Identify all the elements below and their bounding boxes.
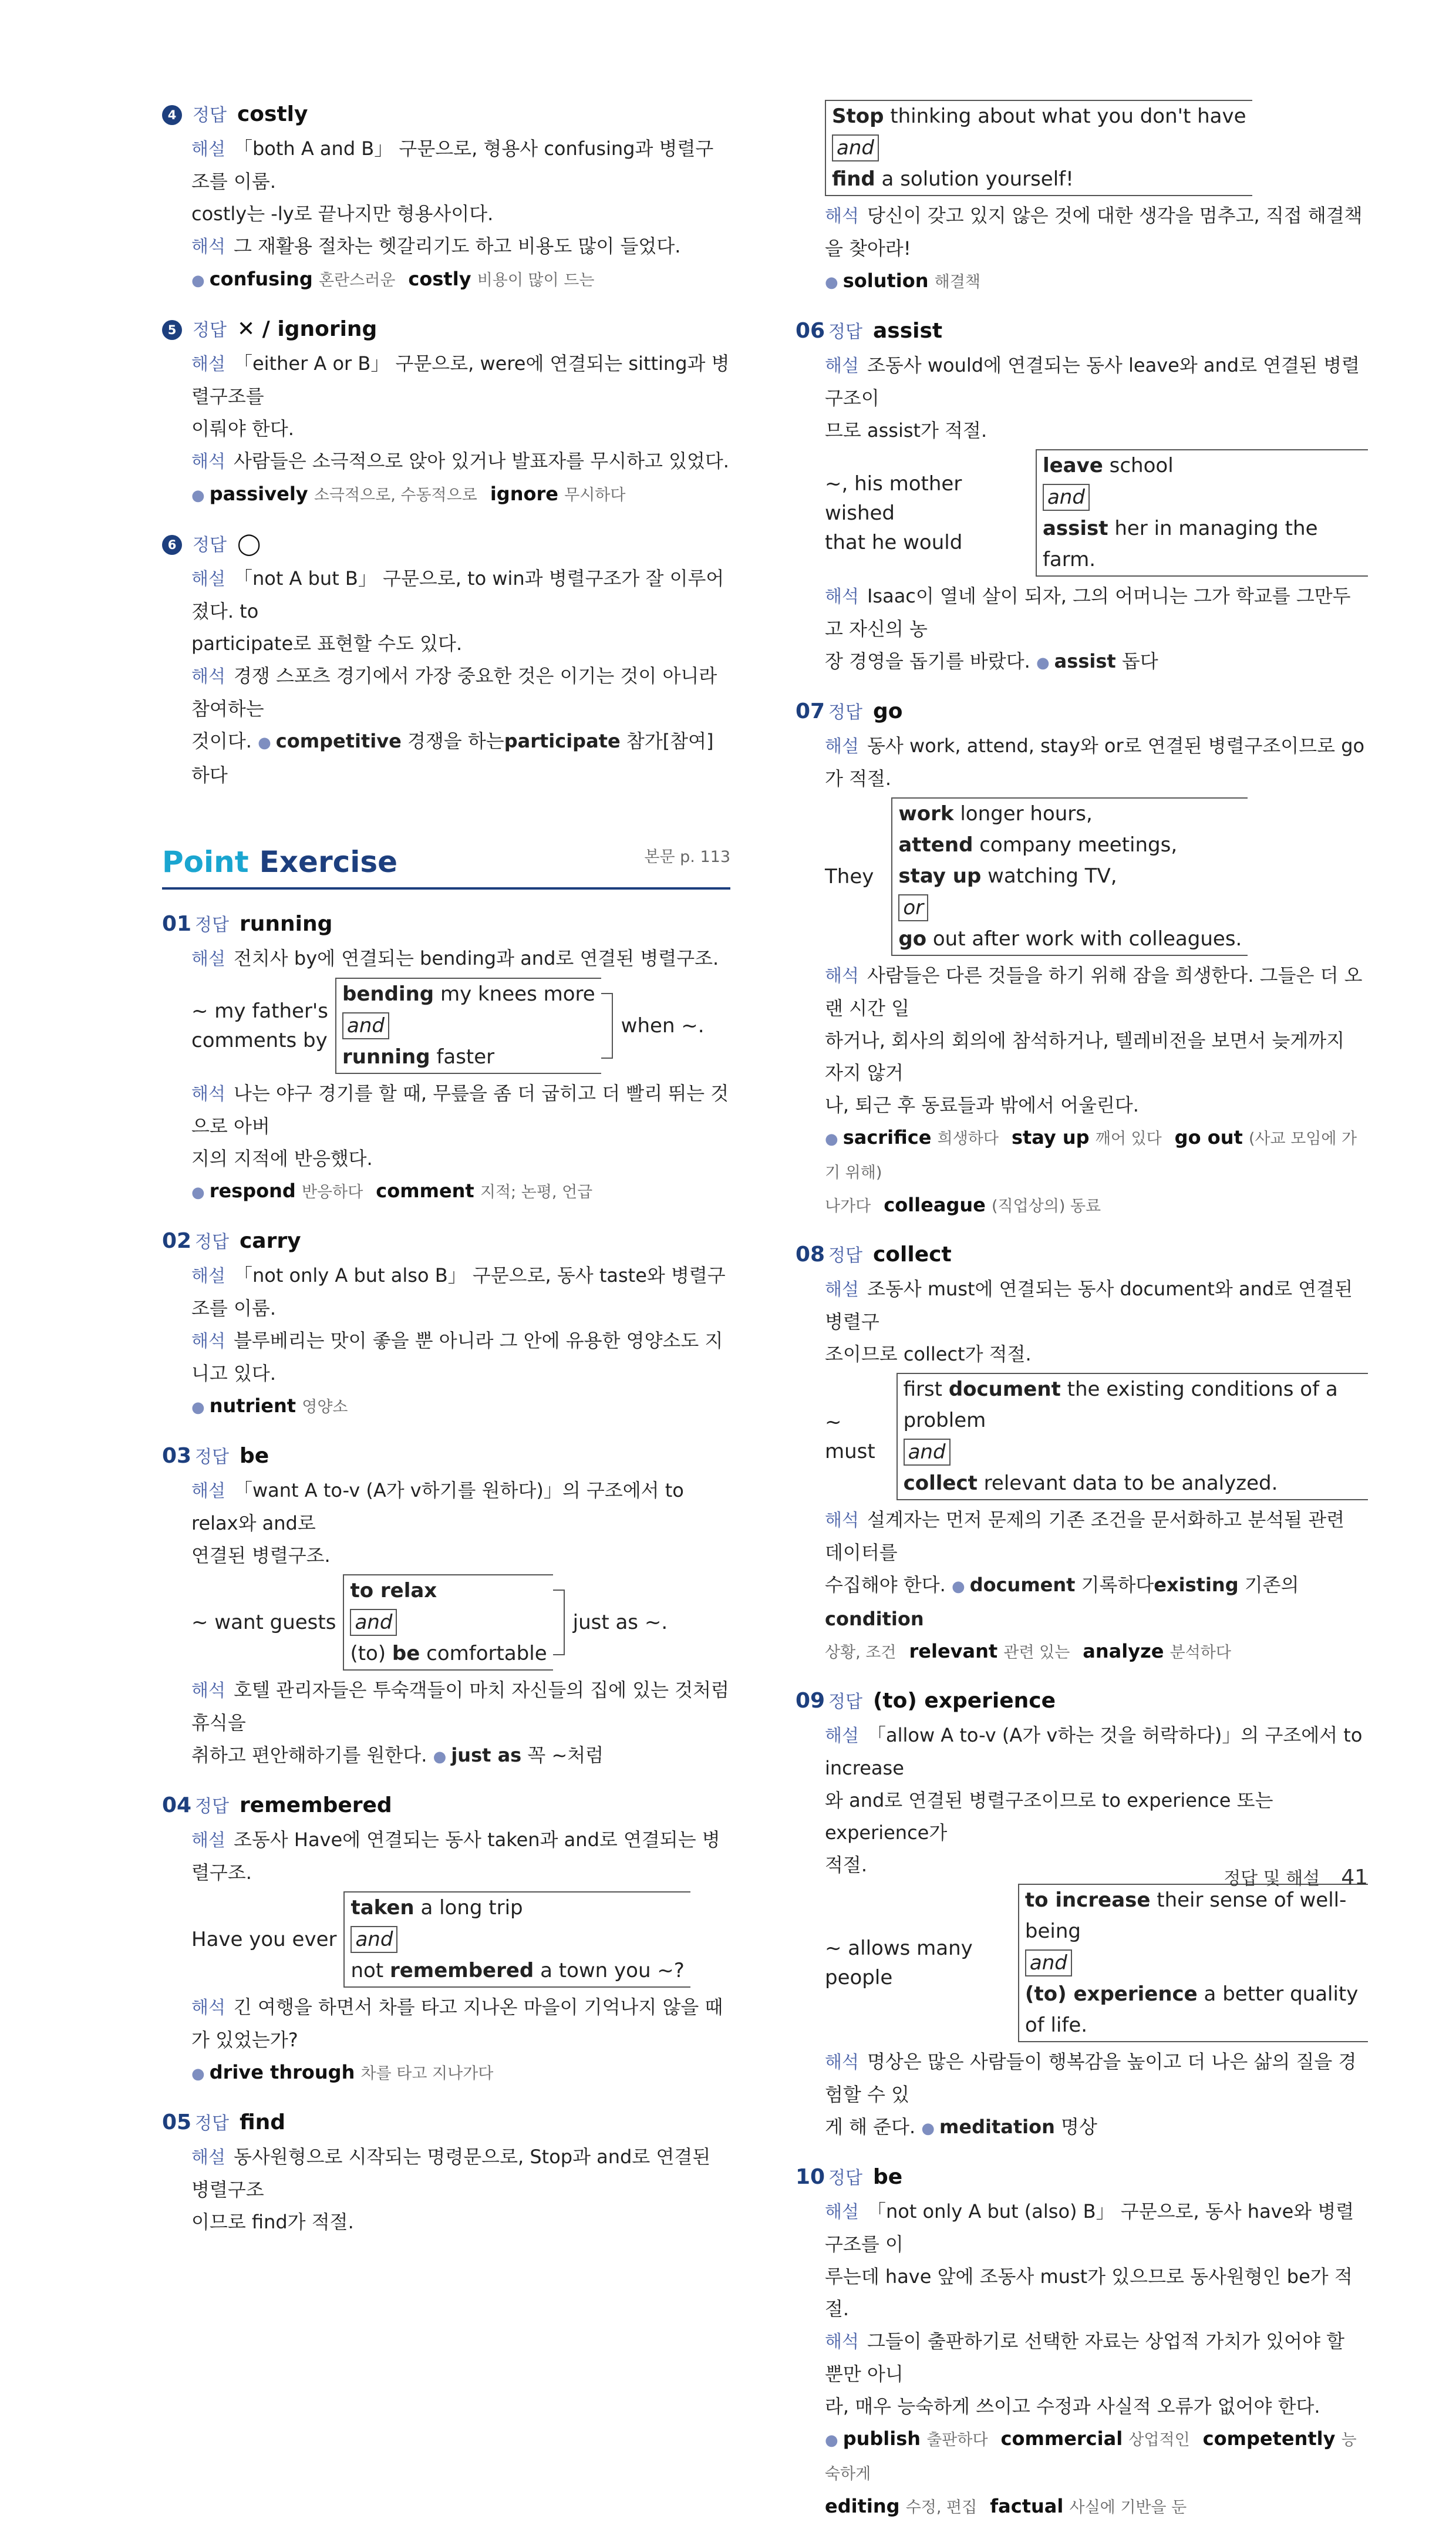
vocab: ● passively 소극적으로, 수동적으로 ignore 무시하다 [191,483,626,505]
exercise-05: 05 정답 find 해설 동사원형으로 시작되는 명령문으로, Stop과 and로 연결된 병렬구조 이므로 find가 적절. [162,2110,711,2233]
page-reference: 본문 p. 113 [644,848,730,866]
answer-6: 6 정답 ◯ 해설 「not A but B」 구문으로, to win과 병렬구조가 잘 이루어졌다. to participate로 표현할 수도 있다. 해석 경쟁 스포츠 경기에서 가장 중요한 것은 이기는 것이 아니라 참여하는 것이다. ● competitive 경쟁을 하는participate 참가[참여]하다 [162,527,730,792]
answer-4: 4 정답 costly 해설 「both A and B」 구문으로, 형용사 confusing과 병렬구조를 이룸. costly는 -ly로 끝나지만 형용사이다. 해석 그 재활용 절차는 헷갈리기도 하고 비용도 많이 들었다. ● confusing 혼란스러운 costly 비용이 많이 드는 [162,97,730,297]
page-footer [1224,1861,1368,1895]
exercise-04: 04 정답 remembered 해설 조동사 Have에 연결되는 동사 taken과 and로 연결되는 병렬구조. Have you ever taken a long trip and not remembered a town you ~? 해석 긴 여행을 하면서 차를 타고 지나온 마을이 기억나지 않을 때가 있었는가? ● drive through 차를 타고 지나가다 [162,1789,730,2090]
exercise-02: 02 정답 carry 해설 「not only A but also B」 구문으로, 동사 taste와 병렬구조를 이룸. 해석 블루베리는 맛이 좋을 뿐 아니라 그 안에 유용한 영양소도 지니고 있다. ● nutrient 영양소 [162,1229,726,1417]
exercise-06: 06 정답 assist 해설 조동사 would에 연결되는 동사 leave와 and로 연결된 병렬구조이 므로 assist가 적절. ~, his mother wished that he would leave school and assist her in managing the farm. 해석 Isaac이 열네 살이 되자, 그의 어머니는 그가 학교를 그만두고 자신의 농 장 경영을 돕기를 바랐다. ● assist 돕다 [796,314,1368,679]
exercise-07: 07 정답 go 해설 동사 work, attend, stay와 or로 연결된 병렬구조이므로 go가 적절. They work longer hours, attend company meetings, stay up watching TV, or go out after work with colleagues. 해석 사람들은 다른 것들을 하기 위해 잠을 희생한다. 그들은 더 오랜 시간 일 하거나, 회사의 회의에 참석하거나, 텔레비전을 보면서 늦게까지 자지 않거 나, 퇴근 후 동료들과 밖에서 어울린다. ● sacrifice 희생하다 stay up 깨어 있다 go out (사교 모임에 가기 위해) 나가다 colleague (직업상의) 동료 [796,695,1368,1223]
answer: costly [237,102,308,126]
parallel-diagram: ~, his mother wished that he would leave school and assist her in managing the farm. [825,449,1368,577]
vocab: ● confusing 혼란스러운 costly 비용이 많이 드는 [191,268,595,290]
page-number: 41 [1341,1865,1368,1890]
parallel-diagram: ~ must first document the existing conditions of a problem and collect relevant data to be analyzed. [825,1373,1368,1500]
exercise-03: 03 정답 be 해설 「want A to-v (A가 v하기를 원하다)」의 구조에서 to relax와 and로 연결된 병렬구조. ~ want guests to relax and (to) be comfortable just as ~. 해석 호텔 관리자들은 투숙객들이 마치 자신들의 집에 있는 것처럼 휴식을 취하고 편안해하기를 원한다. ● just as 꼭 ~처럼 [162,1439,730,1773]
parallel-diagram: Have you ever taken a long trip and not remembered a town you ~? [191,1891,730,1988]
item-number: 4 [162,105,182,125]
exercise-09: 09 정답 (to) experience 해설 「allow A to-v (A가 v하는 것을 허락하다)」의 구조에서 to increase 와 and로 연결된 병렬구조이므로 to experience 또는 experience가 적절. ~ allows many people to increase their sense of well-being and (to) experience a better quality of life. 해석 명상은 많은 사람들이 행복감을 높이고 더 나은 삶의 질을 경험할 수 있 게 해 준다. ● meditation 명상 [796,1684,1368,2145]
parallel-diagram: They work longer hours, attend company meetings, stay up watching TV, or go out after work with colleagues. [825,797,1368,956]
parallel-diagram: ~ want guests to relax and (to) be comfortable just as ~. [191,1574,730,1671]
right-column [796,97,1368,2539]
parallel-diagram: ~ allows many people to increase their sense of well-being and (to) experience a better quality of life. [825,1884,1368,2042]
exercise-01: 01 정답 running 해설 전치사 by에 연결되는 bending과 and로 연결된 병렬구조. ~ my father's comments by bending my knees more and running faster when ~. 해석 나는 야구 경기를 할 때, 무릎을 좀 더 굽히고 더 빨리 뛰는 것으로 아버 지의 지적에 반응했다. ● respond 반응하다 comment 지적; 논평, 언급 [162,907,730,1209]
answer-5: 5 정답 ✕ / ignoring 해설 「either A or B」 구문으로, were에 연결되는 sitting과 병렬구조를 이뤄야 한다. 해석 사람들은 소극적으로 앉아 있거나 발표자를 무시하고 있었다. ● passively 소극적으로, 수동적으로 ignore 무시하다 [162,312,730,512]
exercise-05-continued: Stop thinking about what you don't have and find a solution yourself! 해석 당신이 갖고 있지 않은 것에 대한 생각을 멈추고, 직접 해결책을 찾아라! ● solution 해결책 [796,100,1368,299]
exercise-10: 10 정답 be 해설 「not only A but (also) B」 구문으로, 동사 have와 병렬구조를 이 루는데 have 앞에 조동사 must가 있으므로 동사원형인 be가 적절. 해석 그들이 출판하기로 선택한 자료는 상업적 가치가 있어야 할 뿐만 아니 라, 매우 능숙하게 쓰이고 수정과 사실적 오류가 없어야 한다. ● publish 출판하다 commercial 상업적인 competently 능숙하게 editing 수정, 편집 factual 사실에 기반을 둔 [796,2165,1357,2517]
footer-label: 정답 및 해설 [1224,1868,1320,1889]
point-exercise-header: Point Exercise 본문 p. 113 [162,841,730,890]
parallel-diagram: ~ my father's comments by bending my knees more and running faster when ~. [191,978,730,1074]
left-column [162,97,730,2254]
exercise-08: 08 정답 collect 해설 조동사 must에 연결되는 동사 document와 and로 연결된 병렬구 조이므로 collect가 적절. ~ must first document the existing conditions of a problem and collect relevant data to be analyzed. 해석 설계자는 먼저 문제의 기존 조건을 문서화하고 분석될 관련 데이터를 수집해야 한다. ● document 기록하다existing 기존의condition 상황, 조건 relevant 관련 있는 analyze 분석하다 [796,1238,1368,1669]
parallel-diagram: Stop thinking about what you don't have and find a solution yourself! [825,100,1368,196]
